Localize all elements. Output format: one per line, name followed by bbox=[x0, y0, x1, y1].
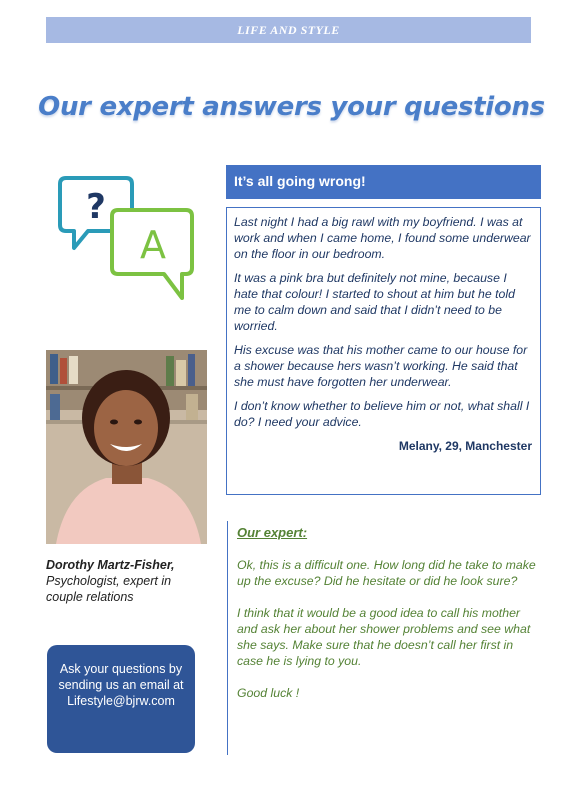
expert-answer bbox=[227, 521, 537, 755]
letter-paragraph: His excuse was that his mother came to our house for a shower because hers wasn’t working. He said that she must have forgotten her underwear. bbox=[234, 343, 528, 389]
expert-caption bbox=[46, 557, 211, 605]
answer-paragraph: I think that it would be a good idea to call his mother and ask her about her shower problems and see what she says. Make sure that he doesn’t call her first in case he is lying to you. bbox=[237, 606, 531, 668]
letter-title: It’s all going wrong! bbox=[226, 165, 541, 199]
question-answer-icon bbox=[56, 170, 201, 305]
reader-letter bbox=[226, 165, 541, 495]
expert-name: Dorothy Martz-Fisher, bbox=[46, 558, 175, 572]
letter-paragraph: Last night I had a big rawl with my boyfriend. I was at work and when I came home, I found some underwear on the floor in our bedroom. bbox=[234, 215, 531, 261]
letter-body bbox=[226, 207, 541, 495]
expert-role: Psychologist, expert in couple relations bbox=[46, 574, 172, 604]
letter-paragraph: I don’t know whether to believe him or not, what shall I do? I need your advice. bbox=[234, 399, 530, 429]
answer-title: Our expert: bbox=[237, 525, 308, 540]
svg-text:?: ? bbox=[86, 187, 106, 227]
letter-signature: Melany, 29, Manchester bbox=[398, 439, 532, 453]
section-banner: LIFE AND STYLE bbox=[46, 17, 531, 43]
page-title: Our expert answers your questions bbox=[38, 92, 545, 122]
expert-photo bbox=[46, 350, 207, 544]
letter-paragraph: It was a pink bra but definitely not mine, because I hate that colour! I started to shout at him but he told me to calm down and said that I didn’t need to be worried. bbox=[234, 271, 515, 333]
contact-box bbox=[47, 645, 195, 753]
contact-text: Ask your questions by sending us an email at bbox=[58, 662, 184, 692]
answer-paragraph: Good luck ! bbox=[237, 686, 300, 700]
answer-paragraph: Ok, this is a difficult one. How long did he take to make up the excuse? Did he hesitate or did he look sure? bbox=[237, 558, 536, 588]
contact-email-link[interactable]: Lifestyle@bjrw.com bbox=[67, 694, 175, 708]
svg-text:A: A bbox=[140, 223, 166, 267]
